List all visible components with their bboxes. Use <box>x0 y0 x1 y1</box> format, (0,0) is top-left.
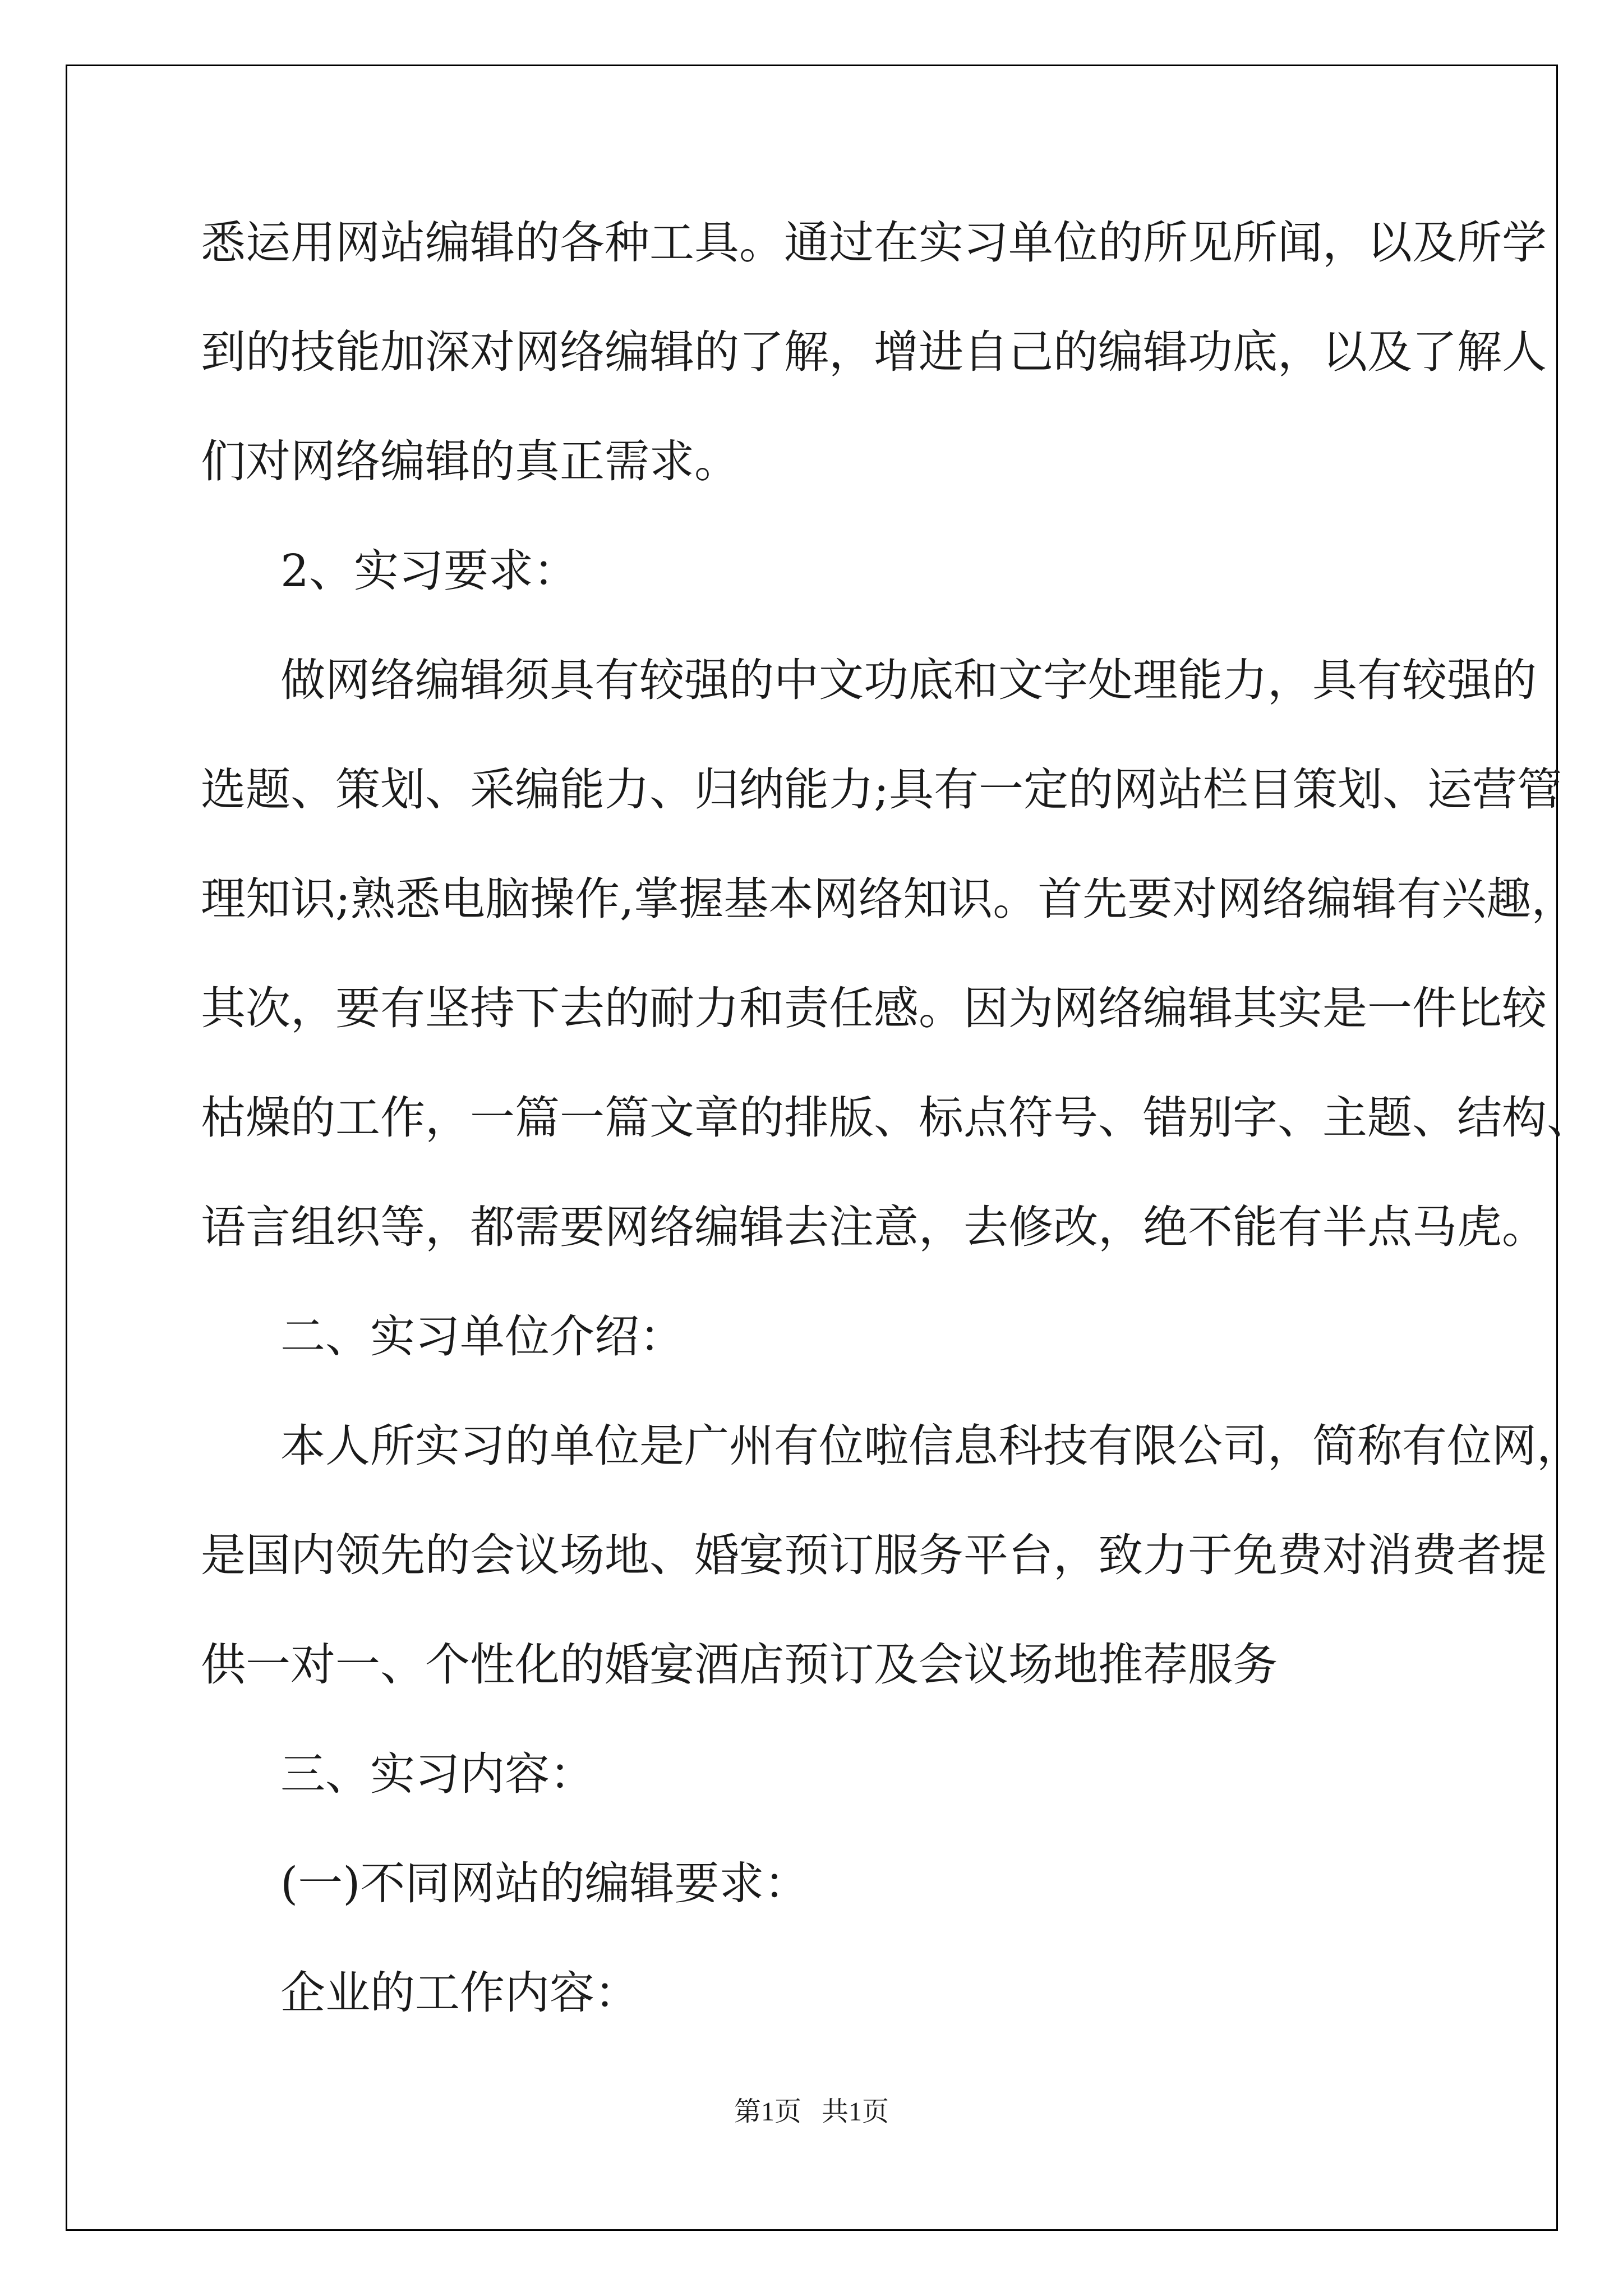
body-line-8: 其次，要有坚持下去的耐力和责任感。因为网络编辑其实是一件比较 <box>201 982 1547 1034</box>
body-line-5: 做网络编辑须具有较强的中文功底和文字处理能力，具有较强的 <box>280 654 1537 706</box>
body-line-14: 供一对一、个性化的婚宴酒店预订及会议场地推荐服务 <box>201 1639 1278 1691</box>
document-body <box>201 212 1592 2072</box>
section-heading-requirements: 2、实习要求： <box>280 545 578 597</box>
body-line-6: 选题、策划、采编能力、归纳能力;具有一定的网站栏目策划、运营管 <box>201 763 1562 816</box>
body-line-13: 是国内领先的会议场地、婚宴预订服务平台，致力于免费对消费者提 <box>201 1529 1547 1581</box>
subsection-heading-editing-requirements: (一)不同网站的编辑要求： <box>280 1857 809 1910</box>
body-line-7: 理知识;熟悉电脑操作,掌握基本网络知识。首先要对网络编辑有兴趣， <box>201 873 1576 925</box>
body-line-3: 们对网络编辑的真正需求。 <box>201 435 739 487</box>
body-line-1: 悉运用网站编辑的各种工具。通过在实习单位的所见所闻，以及所学 <box>201 217 1547 269</box>
body-line-2: 到的技能加深对网络编辑的了解，增进自己的编辑功底，以及了解人 <box>201 326 1547 378</box>
section-heading-unit-intro: 二、实习单位介绍： <box>280 1310 684 1363</box>
section-heading-content: 三、实习内容： <box>280 1748 594 1800</box>
page-footer: 第1页 共1页 <box>734 2097 889 2127</box>
body-line-9: 枯燥的工作，一篇一篇文章的排版、标点符号、错别字、主题、结构、 <box>201 1092 1592 1144</box>
body-line-10: 语言组织等，都需要网络编辑去注意，去修改，绝不能有半点马虎。 <box>201 1201 1547 1253</box>
body-line-17: 企业的工作内容： <box>280 1967 639 2019</box>
body-line-12: 本人所实习的单位是广州有位啦信息科技有限公司，简称有位网， <box>280 1420 1581 1472</box>
